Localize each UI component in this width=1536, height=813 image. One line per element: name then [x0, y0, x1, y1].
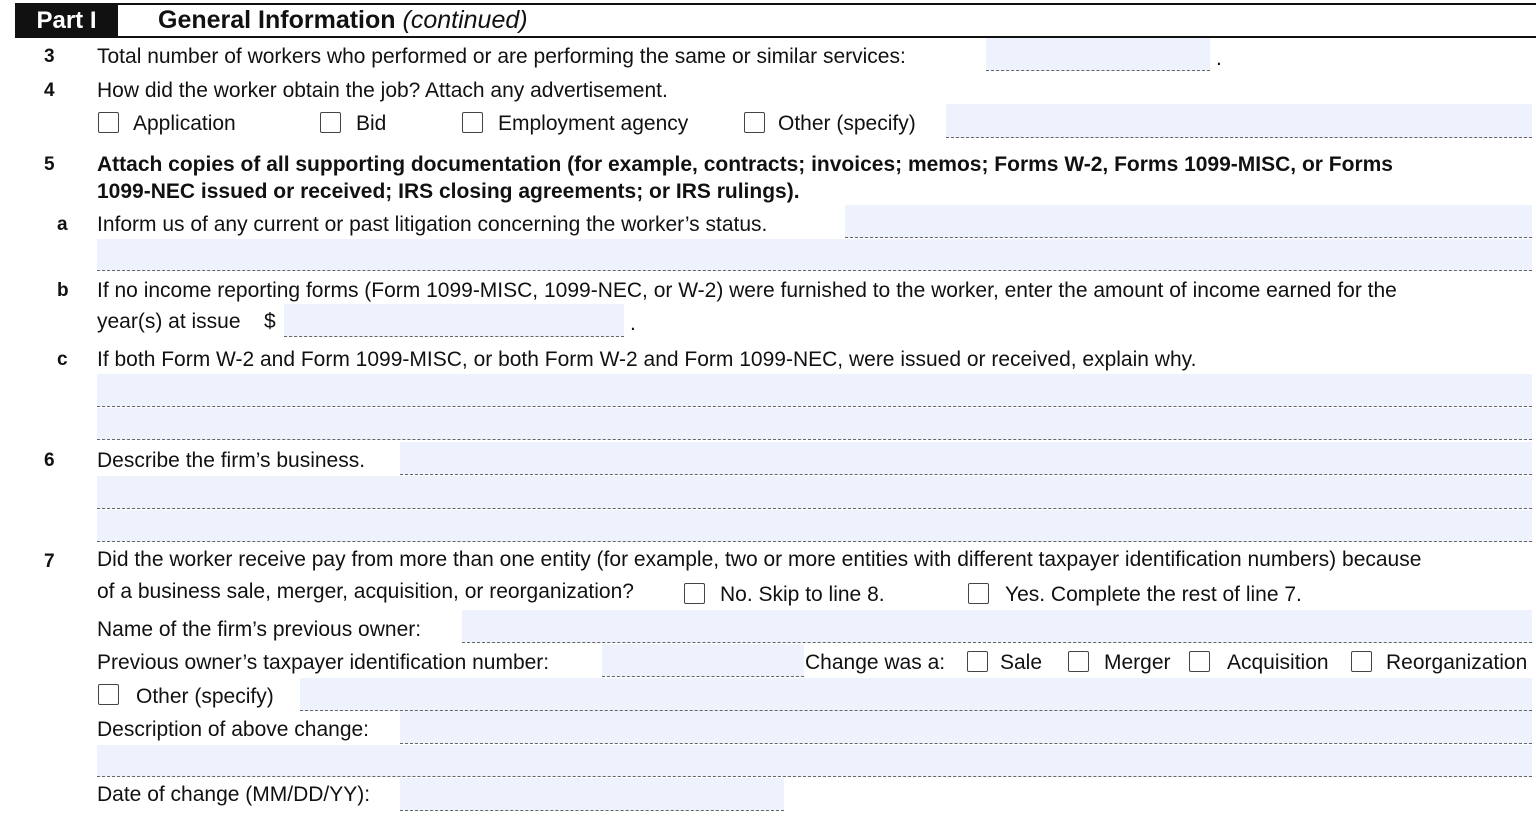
- line-5c-text: If both Form W-2 and Form 1099-MISC, or both Form W-2 and Form 1099-NEC, were issued or received, explain why.: [97, 348, 1197, 371]
- no-label: No. Skip to line 8.: [720, 583, 885, 606]
- line-3-number: 3: [44, 46, 55, 67]
- line-3-text: Total number of workers who performed or are performing the same or similar services:: [97, 45, 906, 68]
- change-was-label: Change was a:: [805, 651, 946, 674]
- line-5a-field-1[interactable]: [845, 205, 1532, 238]
- line-7-text-2: of a business sale, merger, acquisition, or reorganization?: [97, 580, 634, 603]
- reorganization-label: Reorganization: [1386, 651, 1528, 674]
- yes-label: Yes. Complete the rest of line 7.: [1005, 583, 1302, 606]
- line-4-text: How did the worker obtain the job? Attach any advertisement.: [97, 79, 668, 102]
- line-5a-letter: a: [57, 214, 68, 235]
- application-label: Application: [133, 112, 236, 135]
- part-title-suffix: (continued): [402, 6, 528, 34]
- part-title: [158, 6, 528, 34]
- other-specify-label: Other (specify): [778, 112, 916, 135]
- merger-label: Merger: [1104, 651, 1171, 674]
- line-4-other-field[interactable]: [946, 104, 1532, 138]
- employment-agency-label: Employment agency: [498, 112, 689, 135]
- line-7-number: 7: [44, 551, 55, 572]
- acquisition-label: Acquisition: [1227, 651, 1329, 674]
- previous-owner-field[interactable]: [462, 610, 1532, 643]
- sale-label: Sale: [1000, 651, 1043, 674]
- line-3-workers-field[interactable]: [986, 38, 1210, 71]
- line-5c-field-2[interactable]: [97, 408, 1532, 440]
- bid-label: Bid: [356, 112, 387, 135]
- description-field-2[interactable]: [97, 745, 1532, 777]
- line-5-text-1: Attach copies of all supporting documentation (for example, contracts; invoices; memos; Forms W-2, Forms 1099-MISC, or Forms: [97, 153, 1393, 176]
- line-6-field-1[interactable]: [400, 442, 1532, 475]
- line-5b-period: .: [630, 312, 636, 335]
- line-3-period: .: [1216, 47, 1222, 70]
- other-change-field[interactable]: [300, 678, 1532, 711]
- line-6-text: Describe the firm’s business.: [97, 449, 366, 472]
- acquisition-checkbox[interactable]: [1189, 651, 1210, 672]
- other-specify-checkbox[interactable]: [744, 112, 765, 133]
- description-field-1[interactable]: [400, 711, 1532, 744]
- line-5c-letter: c: [57, 349, 68, 370]
- application-checkbox[interactable]: [98, 112, 119, 133]
- line-7-text-1: Did the worker receive pay from more than one entity (for example, two or more entities with different taxpayer identification numbers) because: [97, 548, 1422, 571]
- line-5-number: 5: [44, 154, 55, 175]
- sale-checkbox[interactable]: [967, 651, 988, 672]
- line-6-field-2[interactable]: [97, 476, 1532, 509]
- other-change-checkbox[interactable]: [98, 684, 119, 705]
- line-5a-text: Inform us of any current or past litigation concerning the worker’s status.: [97, 213, 768, 236]
- part-rule: [15, 36, 1536, 38]
- line-5b-letter: b: [57, 280, 69, 301]
- line-5c-field-1[interactable]: [97, 374, 1532, 407]
- line-6-field-3[interactable]: [97, 510, 1532, 542]
- no-checkbox[interactable]: [684, 583, 705, 604]
- previous-owner-label: Name of the firm’s previous owner:: [97, 618, 422, 641]
- line-4-number: 4: [44, 80, 55, 101]
- line-5b-text-2: year(s) at issue: [97, 310, 241, 333]
- top-rule: [15, 3, 1536, 5]
- employment-agency-checkbox[interactable]: [462, 112, 483, 133]
- reorganization-checkbox[interactable]: [1351, 651, 1372, 672]
- tin-label: Previous owner’s taxpayer identification number:: [97, 651, 550, 674]
- line-6-number: 6: [44, 450, 55, 471]
- bid-checkbox[interactable]: [320, 112, 341, 133]
- line-5b-currency: $: [264, 310, 276, 333]
- line-5b-amount-field[interactable]: [284, 304, 624, 337]
- line-5b-text-1: If no income reporting forms (Form 1099-MISC, 1099-NEC, or W-2) were furnished to the worker, enter the amount of income earned for the: [97, 279, 1397, 302]
- date-of-change-field[interactable]: [400, 778, 784, 811]
- part-title-text: General Information: [158, 6, 396, 34]
- line-5a-field-2[interactable]: [97, 239, 1532, 271]
- description-label: Description of above change:: [97, 718, 370, 741]
- line-5-text-2: 1099-NEC issued or received; IRS closing agreements; or IRS rulings).: [97, 180, 800, 203]
- tin-field[interactable]: [602, 644, 804, 677]
- date-of-change-label: Date of change (MM/DD/YY):: [97, 783, 371, 806]
- part-badge: Part I: [15, 4, 118, 37]
- merger-checkbox[interactable]: [1068, 651, 1089, 672]
- other-change-label: Other (specify): [136, 685, 274, 708]
- yes-checkbox[interactable]: [968, 583, 989, 604]
